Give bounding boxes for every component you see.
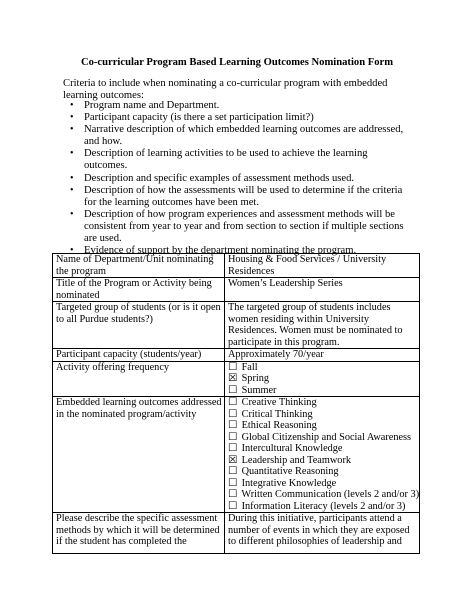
- row-label: Activity offering frequency: [53, 361, 225, 397]
- bullet-icon: •: [70, 124, 74, 136]
- form-title: Co-curricular Program Based Learning Outcomes Nomination Form: [80, 57, 394, 68]
- checkbox-option[interactable]: ☐ Quantitative Reasoning: [228, 466, 339, 477]
- checkbox-option[interactable]: ☐ Creative Thinking: [228, 397, 317, 408]
- outcome-options: [225, 397, 420, 513]
- checkbox-option[interactable]: ☐ Ethical Reasoning: [228, 420, 317, 431]
- table-row: [53, 513, 420, 554]
- table-row: [53, 361, 420, 397]
- table-row: [53, 278, 420, 302]
- checkbox-icon: ☐: [228, 361, 238, 373]
- bullet-icon: •: [70, 112, 74, 124]
- row-label: Participant capacity (students/year): [53, 349, 225, 362]
- table-row: [53, 254, 420, 278]
- row-value: The targeted group of students includes women residing within University Residences. Women must be nominated to participate in this program.: [225, 302, 420, 349]
- checkbox-option[interactable]: ☐ Written Communication (levels 2 and/or 3): [228, 489, 420, 500]
- checkbox-checked-icon: ☒: [228, 373, 238, 384]
- checkbox-icon: ☐: [228, 431, 238, 443]
- row-value: Housing & Food Services / University Residences: [225, 254, 420, 278]
- frequency-options: [225, 361, 420, 397]
- nomination-table: [52, 253, 420, 554]
- bullet-icon: •: [70, 245, 74, 257]
- checkbox-option[interactable]: ☐ Integrative Knowledge: [228, 477, 337, 489]
- row-label: Targeted group of students (or is it open to all Purdue students?): [53, 302, 225, 349]
- row-label: Embedded learning outcomes addressed in the nominated program/activity: [53, 397, 225, 513]
- row-label: Name of Department/Unit nominating the program: [53, 254, 225, 278]
- row-value: During this initiative, participants attend a number of events in which they are exposed to different philosophies of leadership and: [225, 513, 420, 554]
- checkbox-option[interactable]: ☒ Leadership and Teamwork: [228, 454, 352, 466]
- checkbox-icon: ☐: [228, 477, 238, 489]
- criteria-item: • Evidence of support by the department nominating the program.: [70, 245, 357, 257]
- table-row: [53, 349, 420, 362]
- checkbox-option[interactable]: ☐ Information Literacy (levels 2 and/or 3): [228, 500, 406, 512]
- checkbox-option[interactable]: ☐ Fall: [228, 361, 258, 373]
- bullet-icon: •: [70, 208, 74, 220]
- checkbox-icon: ☐: [228, 489, 238, 500]
- checkbox-icon: ☐: [228, 420, 238, 431]
- checkbox-option[interactable]: ☐ Critical Thinking: [228, 408, 313, 420]
- bullet-icon: •: [70, 172, 74, 184]
- checkbox-option[interactable]: ☒ Spring: [228, 373, 270, 384]
- bullet-icon: •: [70, 184, 74, 196]
- criteria-item: • Description of how the assessments will be used to determine if the criteria for the learning outcomes have been met.: [70, 184, 403, 208]
- criteria-item: • Description of how program experiences and assessment methods will be consistent from year to year and from section to section if multiple sections are used.: [70, 208, 404, 245]
- criteria-item: • Description of learning activities to be used to achieve the learning outcomes.: [70, 148, 368, 172]
- checkbox-icon: ☐: [228, 408, 238, 420]
- bullet-icon: •: [70, 100, 74, 111]
- checkbox-icon: ☐: [228, 500, 238, 512]
- criteria-list: [63, 100, 408, 257]
- row-value: Women’s Leadership Series: [225, 278, 420, 302]
- table-row: [53, 302, 420, 349]
- criteria-intro: Criteria to include when nominating a co-curricular program with embedded learning outcomes:: [63, 78, 388, 102]
- checkbox-option[interactable]: ☐ Global Citizenship and Social Awareness: [228, 431, 412, 443]
- checkbox-option[interactable]: ☐ Intercultural Knowledge: [228, 443, 343, 454]
- bullet-icon: •: [70, 148, 74, 160]
- row-value: Approximately 70/year: [225, 349, 420, 362]
- criteria-item: • Participant capacity (is there a set participation limit?): [70, 112, 314, 124]
- checkbox-icon: ☐: [228, 466, 238, 477]
- table-row: [53, 397, 420, 513]
- checkbox-icon: ☐: [228, 443, 238, 454]
- checkbox-icon: ☐: [228, 397, 238, 408]
- checkbox-checked-icon: ☒: [228, 454, 238, 466]
- criteria-item: • Narrative description of which embedded learning outcomes are addressed, and how.: [70, 124, 404, 148]
- checkbox-icon: ☐: [228, 384, 238, 396]
- criteria-item: • Program name and Department.: [70, 100, 220, 111]
- row-label: Please describe the specific assessment methods by which it will be determined if the student has completed the: [53, 513, 225, 554]
- criteria-item: • Description and specific examples of assessment methods used.: [70, 172, 355, 184]
- row-label: Title of the Program or Activity being nominated: [53, 278, 225, 302]
- checkbox-option[interactable]: ☐ Summer: [228, 384, 277, 396]
